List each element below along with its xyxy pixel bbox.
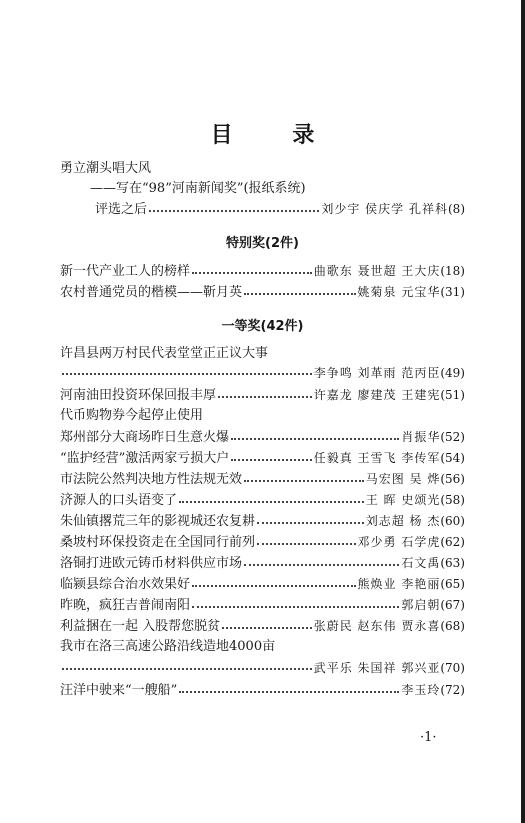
- entry-authors: 邓少勇 石学虎: [357, 535, 441, 549]
- toc-entry[interactable]: [60, 345, 465, 363]
- leader-dots: [192, 272, 312, 274]
- entry-title: 代币购物券今起停止使用: [60, 408, 204, 423]
- leader-dots: [218, 396, 312, 398]
- leader-dots: [231, 438, 399, 440]
- leader-dots: [222, 627, 312, 629]
- leader-dots: [257, 522, 364, 524]
- entry-subtitle: ——写在“98”河南新闻奖”(报纸系统): [90, 181, 306, 196]
- entry-page: (56): [440, 472, 465, 486]
- leader-dots: [192, 606, 399, 608]
- leader-dots: [62, 668, 312, 670]
- entry-page: (68): [440, 619, 465, 633]
- toc-entry[interactable]: [60, 617, 465, 636]
- toc-entry[interactable]: [60, 449, 465, 468]
- leader-dots: [244, 564, 399, 566]
- entry-authors: 张蔚民 赵东伟 贾永喜: [313, 619, 441, 633]
- entry-authors: 王 晖 史颂光: [365, 493, 441, 507]
- leader-dots: [192, 585, 356, 587]
- entry-page: (58): [440, 493, 465, 507]
- entry-page: (63): [440, 556, 465, 570]
- entry-page: (18): [440, 264, 465, 278]
- toc-entry[interactable]: [60, 681, 465, 700]
- entry-title: 河南油田投资环保回报丰厚: [60, 388, 217, 403]
- toc-entry[interactable]: [60, 638, 465, 656]
- entry-authors: 许嘉龙 廖建茂 王建宪: [313, 388, 441, 402]
- toc-entry[interactable]: [60, 283, 465, 302]
- leader-dots: [244, 480, 364, 482]
- entry-title: 临颍县综合治水效果好: [60, 577, 191, 592]
- entry-authors: 石文禹: [401, 556, 441, 570]
- section-heading-special: 特别奖(2件): [226, 236, 299, 251]
- entry-authors: 李玉玲: [401, 683, 441, 697]
- entry-page: (49): [440, 366, 465, 380]
- entry-title: 济源人的口头语变了: [60, 493, 178, 508]
- entry-authors: 武平乐 朱国祥 郭兴亚: [313, 661, 441, 675]
- entry-page: (60): [440, 514, 465, 528]
- entry-title: 昨晚，疯狂吉普闹南阳: [60, 598, 191, 613]
- entry-title: 勇立潮头唱大风: [60, 161, 152, 176]
- toc-entry[interactable]: [60, 262, 465, 281]
- entry-title: “监护经营”激活两家亏损大户: [60, 451, 230, 466]
- toc-entry[interactable]: [60, 554, 465, 573]
- toc-entry[interactable]: [60, 386, 465, 405]
- toc-entry-prelude-subtitle: [60, 180, 465, 198]
- leader-dots: [257, 543, 356, 545]
- toc-entry[interactable]: [60, 596, 465, 615]
- entry-title: 洛铜打进欧元铸币材料供应市场: [60, 556, 243, 571]
- entry-title: 汪洋中驶来“一艘船”: [60, 683, 178, 698]
- leader-dots: [62, 373, 312, 375]
- leader-dots: [179, 691, 399, 693]
- entry-authors: 郭启朝: [401, 598, 441, 612]
- leader-dots: [244, 293, 356, 295]
- toc-entry[interactable]: [60, 428, 465, 447]
- toc-entry[interactable]: [60, 470, 465, 489]
- toc-entry[interactable]: [60, 407, 465, 425]
- entry-authors: 刘志超 杨 杰: [365, 514, 441, 528]
- leader-dots: [179, 501, 364, 503]
- entry-title: 桑坡村环保投资走在全国同行前列: [60, 535, 256, 550]
- entry-page: (70): [440, 661, 465, 675]
- entry-authors: 李争鸣 刘革雨 范丙臣: [313, 366, 441, 380]
- toc-entry[interactable]: [60, 533, 465, 552]
- entry-authors: 马宏图 吴 烨: [365, 472, 441, 486]
- toc-entry[interactable]: [60, 575, 465, 594]
- entry-page: (31): [440, 285, 465, 299]
- toc-entry-prelude-title[interactable]: [60, 160, 465, 178]
- entry-title: 评选之后: [95, 202, 148, 217]
- toc-entry[interactable]: [60, 491, 465, 510]
- toc-entry-review[interactable]: [95, 200, 465, 219]
- entry-page: (54): [440, 451, 465, 465]
- entry-title: 郑州部分大商场昨日生意火爆: [60, 430, 230, 445]
- toc-entry-continued[interactable]: [60, 659, 465, 677]
- entry-title: 新一代产业工人的榜样: [60, 264, 191, 279]
- entry-authors: 任毅真 王雪飞 李传军: [313, 451, 441, 465]
- entry-authors: 曲歌东 聂世超 王大庆: [313, 264, 441, 278]
- page-title: 目 录: [210, 122, 341, 148]
- entry-page: (8): [448, 202, 465, 216]
- entry-page: (67): [440, 598, 465, 612]
- entry-title: 农村普通党员的楷模——靳月英: [60, 285, 243, 300]
- toc-entry[interactable]: [60, 512, 465, 531]
- entry-authors: 肖振华: [401, 430, 441, 444]
- entry-page: (51): [440, 388, 465, 402]
- entry-authors: 熊焕业 李艳丽: [357, 577, 441, 591]
- entry-page: (65): [440, 577, 465, 591]
- toc-entry-continued[interactable]: [60, 364, 465, 382]
- entry-title: 市法院公然判决地方性法规无效: [60, 472, 243, 487]
- entry-title: 朱仙镇撂荒三年的影视城还农复耕: [60, 514, 256, 529]
- entry-page: (72): [440, 683, 465, 697]
- entry-page: (52): [440, 430, 465, 444]
- entry-page: (62): [440, 535, 465, 549]
- leader-dots: [231, 459, 311, 461]
- leader-dots: [149, 210, 319, 212]
- entry-title: 利益捆在一起 入股帮您脱贫: [60, 619, 221, 634]
- entry-title: 许昌县两万村民代表堂堂正正议大事: [60, 346, 269, 361]
- section-heading-first: 一等奖(42件): [221, 319, 304, 334]
- entry-authors: 姚菊泉 元宝华: [357, 285, 441, 299]
- entry-title: 我市在洛三高速公路沿线造地4000亩: [60, 639, 276, 654]
- page-number: ·1·: [420, 730, 437, 745]
- entry-authors: 刘少宇 侯庆学 孔祥科: [321, 202, 448, 216]
